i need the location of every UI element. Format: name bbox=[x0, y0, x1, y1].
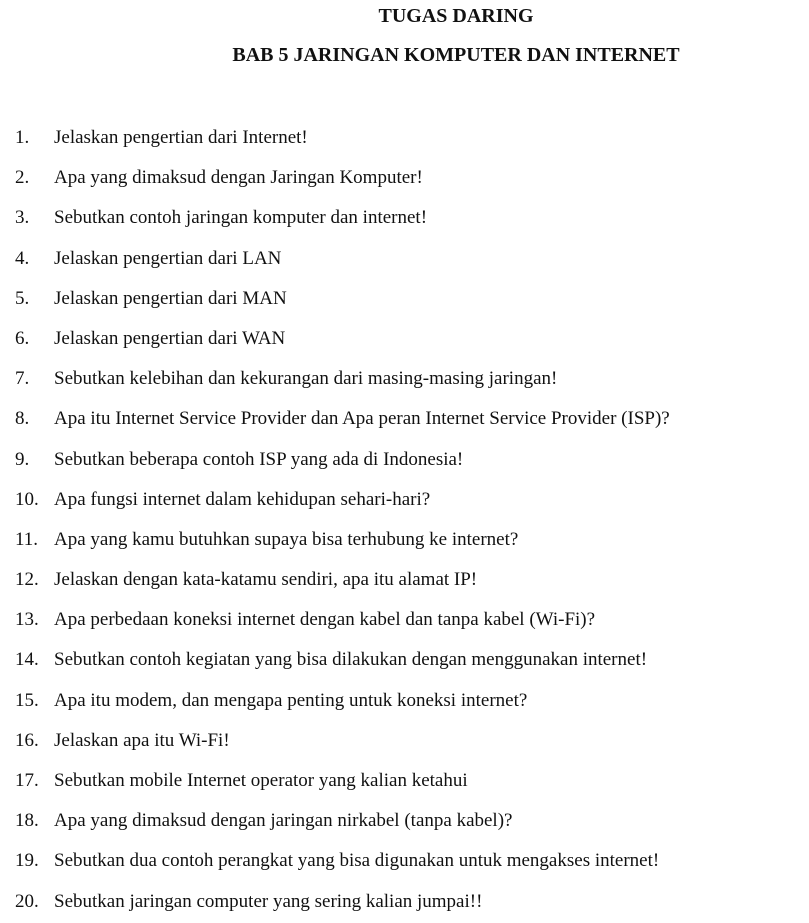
question-number: 18. bbox=[15, 810, 39, 832]
question-text: Apa yang dimaksud dengan jaringan nirkabel (tanpa kabel)? bbox=[54, 810, 513, 832]
question-number: 14. bbox=[15, 649, 39, 671]
question-number: 16. bbox=[15, 729, 39, 751]
document-title: TUGAS DARING bbox=[378, 5, 534, 27]
question-text: Apa fungsi internet dalam kehidupan sehari-hari? bbox=[54, 488, 431, 510]
question-item bbox=[0, 158, 809, 198]
question-item bbox=[0, 640, 809, 680]
question-text: Sebutkan dua contoh perangkat yang bisa digunakan untuk mengakses internet! bbox=[54, 850, 660, 872]
question-number: 13. bbox=[15, 609, 39, 631]
question-number: 7. bbox=[15, 368, 30, 390]
question-text: Jelaskan pengertian dari WAN bbox=[54, 327, 286, 349]
question-item bbox=[0, 198, 809, 238]
question-item bbox=[0, 399, 809, 439]
question-item bbox=[0, 520, 809, 560]
question-number: 3. bbox=[15, 207, 30, 229]
question-number: 4. bbox=[15, 247, 30, 269]
question-number: 17. bbox=[15, 770, 39, 791]
question-number: 1. bbox=[15, 127, 30, 148]
question-list bbox=[0, 118, 809, 922]
question-text: Sebutkan mobile Internet operator yang kalian ketahui bbox=[54, 770, 468, 791]
question-item bbox=[0, 801, 809, 841]
question-text: Sebutkan beberapa contoh ISP yang ada di Indonesia! bbox=[54, 448, 464, 470]
question-number: 19. bbox=[15, 850, 39, 872]
question-item bbox=[0, 440, 809, 480]
question-number: 20. bbox=[15, 890, 39, 912]
question-item bbox=[0, 319, 809, 359]
question-number: 2. bbox=[15, 167, 30, 189]
question-text: Apa itu Internet Service Provider dan Apa peran Internet Service Provider (ISP)? bbox=[54, 408, 670, 430]
question-text: Sebutkan kelebihan dan kekurangan dari masing-masing jaringan! bbox=[54, 368, 558, 390]
question-number: 5. bbox=[15, 287, 30, 309]
question-item bbox=[0, 359, 809, 399]
question-text: Jelaskan dengan kata-katamu sendiri, apa itu alamat IP! bbox=[54, 569, 478, 591]
question-text: Sebutkan contoh jaringan komputer dan internet! bbox=[54, 207, 428, 229]
question-item bbox=[0, 882, 809, 922]
question-item bbox=[0, 841, 809, 881]
question-number: 9. bbox=[15, 448, 30, 470]
question-text: Jelaskan pengertian dari Internet! bbox=[54, 127, 308, 148]
question-text: Apa itu modem, dan mengapa penting untuk koneksi internet? bbox=[54, 689, 528, 711]
question-item bbox=[0, 761, 809, 801]
question-text: Apa perbedaan koneksi internet dengan kabel dan tanpa kabel (Wi-Fi)? bbox=[54, 609, 596, 631]
question-item bbox=[0, 480, 809, 520]
question-item bbox=[0, 279, 809, 319]
question-text: Jelaskan pengertian dari MAN bbox=[54, 287, 287, 309]
question-item bbox=[0, 118, 809, 158]
question-item bbox=[0, 681, 809, 721]
question-number: 8. bbox=[15, 408, 30, 430]
question-item bbox=[0, 239, 809, 279]
question-item bbox=[0, 560, 809, 600]
question-text: Jelaskan pengertian dari LAN bbox=[54, 247, 282, 269]
question-text: Apa yang kamu butuhkan supaya bisa terhubung ke internet? bbox=[54, 528, 519, 550]
question-number: 6. bbox=[15, 327, 30, 349]
question-number: 11. bbox=[15, 528, 39, 550]
question-number: 10. bbox=[15, 488, 39, 510]
question-number: 15. bbox=[15, 689, 39, 711]
question-item bbox=[0, 721, 809, 761]
question-text: Sebutkan jaringan computer yang sering kalian jumpai!! bbox=[54, 890, 483, 912]
question-item bbox=[0, 600, 809, 640]
question-text: Apa yang dimaksud dengan Jaringan Komputer! bbox=[54, 167, 423, 189]
question-text: Sebutkan contoh kegiatan yang bisa dilakukan dengan menggunakan internet! bbox=[54, 649, 648, 671]
question-text: Jelaskan apa itu Wi-Fi! bbox=[54, 729, 230, 751]
document-subtitle: BAB 5 JARINGAN KOMPUTER DAN INTERNET bbox=[232, 44, 680, 66]
question-number: 12. bbox=[15, 569, 39, 591]
